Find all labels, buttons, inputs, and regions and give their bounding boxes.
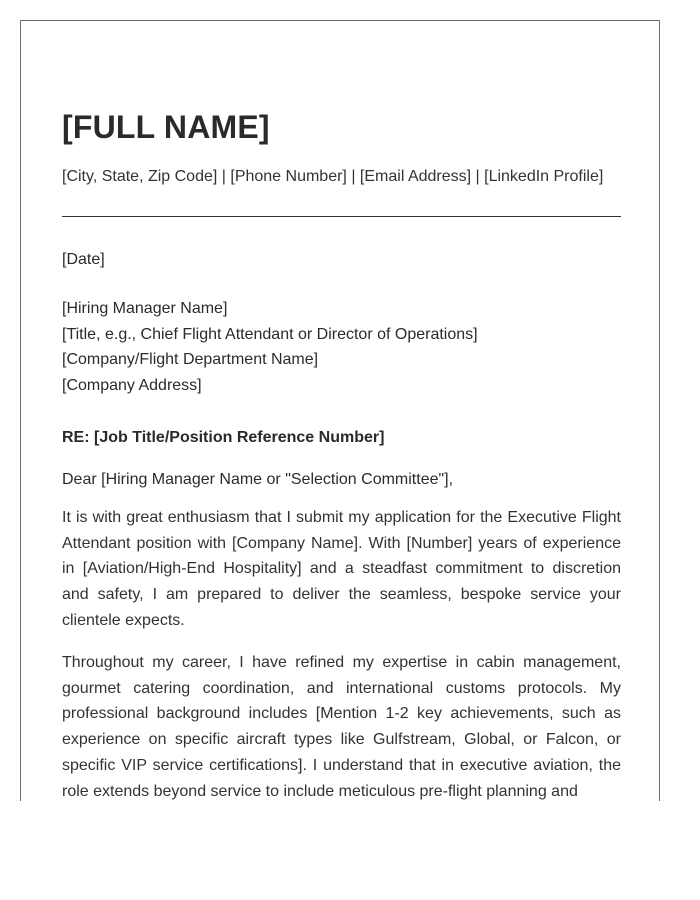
recipient-block xyxy=(62,296,621,399)
recipient-company: [Company/Flight Department Name] xyxy=(62,351,319,369)
re-line: RE: [Job Title/Position Reference Number] xyxy=(62,428,385,446)
letter-content xyxy=(62,107,621,801)
recipient-address: [Company Address] xyxy=(62,377,202,395)
body-paragraph-2: Throughout my career, I have refined my expertise in cabin management, gourmet catering coordination, and international customs protocols. My professional background includes [Mention 1-2 key achievements, such as experience on specific aircraft types like Gulfstream, Global, or Falcon, or specific VIP service certifications]. I understand that in executive aviation, the role extends beyond service to include meticulous pre-flight planning and xyxy=(62,653,621,800)
header-divider xyxy=(62,216,621,217)
applicant-name: [FULL NAME] xyxy=(62,109,270,145)
letter-page xyxy=(20,20,660,801)
recipient-title: [Title, e.g., Chief Flight Attendant or Director of Operations] xyxy=(62,325,478,343)
salutation: Dear [Hiring Manager Name or "Selection Committee"], xyxy=(62,470,454,488)
contact-line: [City, State, Zip Code] | [Phone Number] | [Email Address] | [LinkedIn Profile] xyxy=(62,168,604,185)
body-paragraph-1: It is with great enthusiasm that I submit my application for the Executive Flight Attendant position with [Company Name]. With [Number] years of experience in [Aviation/High-End Hospitality] and a steadfast commitment to discretion and safety, I am prepared to deliver the seamless, bespoke service your clientele expects. xyxy=(62,508,621,629)
letter-date: [Date] xyxy=(62,251,105,268)
recipient-name: [Hiring Manager Name] xyxy=(62,300,228,317)
